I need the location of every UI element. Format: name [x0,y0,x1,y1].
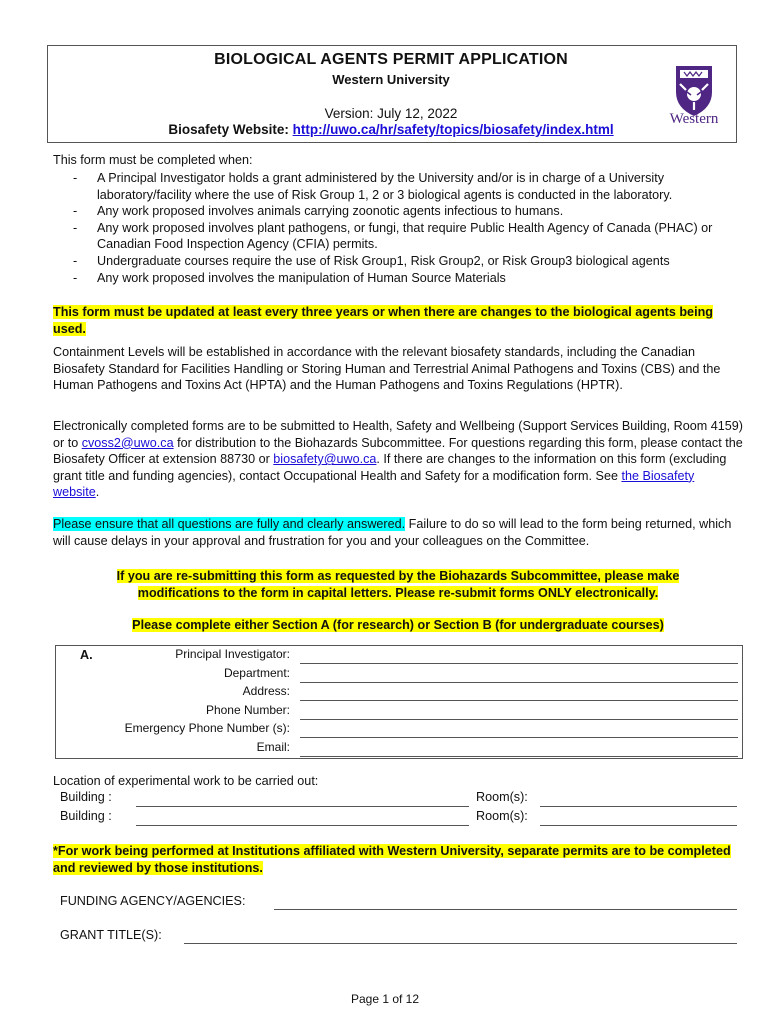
website-label: Biosafety Website: [168,122,293,137]
resubmit-notice: If you are re-submitting this form as requested by the Biohazards Subcommittee, please make modifications to the form in capital letters. Please re-submit forms ONLY electronically. [116,569,680,600]
grant-label: GRANT TITLE(S): [60,928,162,942]
department-field[interactable] [300,665,738,683]
emergency-phone-field[interactable] [300,720,738,738]
rooms-field-1[interactable] [540,791,737,807]
email-label: Email: [256,739,290,754]
containment-paragraph: Containment Levels will be established in accordance with the relevant biosafety standards, including the Canadian Biosafety Standard for Facilities Handling or Storing Human and Terrestrial Animal Pathogens and Toxins (CBS) and the Human Pathogens and Toxins Act (HPTA) and the Human Pathogens and Toxins Regulations (HPTR). [53,345,721,393]
pi-label: Principal Investigator: [175,647,290,661]
affiliated-notice: *For work being performed at Institutions affiliated with Western University, separate permits are to be completed and reviewed by those institutions. [53,844,731,875]
funding-field[interactable] [274,894,737,910]
logo-wordmark: Western [669,111,719,127]
submission-paragraph: Electronically completed forms are to be submitted to Health, Safety and Wellbeing (Support Services Building, Room 4159) or to cvoss2@uwo.ca for distribution to the Biohazards Subcommittee. For questions regarding this form, please contact the Biosafety Officer at extension 88730 or biosafety@uwo.ca. If there are changes to the information on this form (excluding grant title and funding agencies), contact Occupational Health and Safety for a modification form. See the Biosafety website. [53,419,743,500]
building-label-2: Building : [60,809,112,823]
list-item: - Any work proposed involves the manipulation of Human Source Materials [73,270,506,285]
building-field-2[interactable] [136,810,469,826]
rooms-field-2[interactable] [540,810,737,826]
rooms-label-2: Room(s): [476,809,528,823]
website-line [47,122,735,137]
section-a-label: A. [80,648,93,662]
biosafety-website-link[interactable]: the Biosafety website [53,468,695,500]
website-link[interactable]: http://uwo.ca/hr/safety/topics/biosafety/index.html [292,122,614,137]
phone-field[interactable] [300,702,738,720]
list-item: - Undergraduate courses require the use of Risk Group1, Risk Group2, or Risk Group3 biological agents [73,253,670,268]
list-item: - A Principal Investigator holds a grant administered by the University and/or is in charge of a University laboratory/facility where the use of Risk Group 1, 2 or 3 biological agents is conducted in the laboratory. [73,171,673,202]
location-lead: Location of experimental work to be carried out: [53,774,319,788]
address-label: Address: [242,684,290,698]
phone-label: Phone Number: [205,702,290,717]
email-link-biosafety[interactable]: biosafety@uwo.ca [273,452,377,467]
rooms-label-1: Room(s): [476,790,528,804]
building-label-1: Building : [60,790,112,804]
address-field[interactable] [300,683,738,701]
intro-lead: This form must be completed when: [53,153,253,167]
requirements-list [53,170,743,286]
department-label: Department: [223,665,290,680]
list-item: - Any work proposed involves animals carrying zoonotic agents infectious to humans. [73,204,564,219]
update-notice: This form must be updated at least every three years or when there are changes to the biological agents being used. [53,305,713,336]
emergency-phone-label: Emergency Phone Number (s): [124,721,290,735]
version-text: Version: July 12, 2022 [324,106,458,121]
section-choice-heading: Please complete either Section A (for research) or Section B (for undergraduate courses) [132,618,664,632]
page-number: Page 1 of 12 [350,992,420,1006]
ensure-paragraph: Please ensure that all questions are fully and clearly answered. Failure to do so will lead to the form being returned, which will cause delays in your approval and frustration for you and your colleagues on the Committee. [53,517,732,548]
email-link-cvoss2[interactable]: cvoss2@uwo.ca [81,435,174,450]
university-name: Western University [332,72,450,87]
list-item: - Any work proposed involves plant pathogens, or fungi, that require Public Health Agency of Canada (PHAC) or Canadian Food Inspection Agency (CFIA) permits. [73,220,713,252]
funding-label: FUNDING AGENCY/AGENCIES: [60,894,246,908]
email-field[interactable] [300,739,738,757]
grant-field[interactable] [184,928,737,944]
pi-field[interactable] [300,646,738,664]
page-title: BIOLOGICAL AGENTS PERMIT APPLICATION [214,51,568,68]
building-field-1[interactable] [136,791,469,807]
